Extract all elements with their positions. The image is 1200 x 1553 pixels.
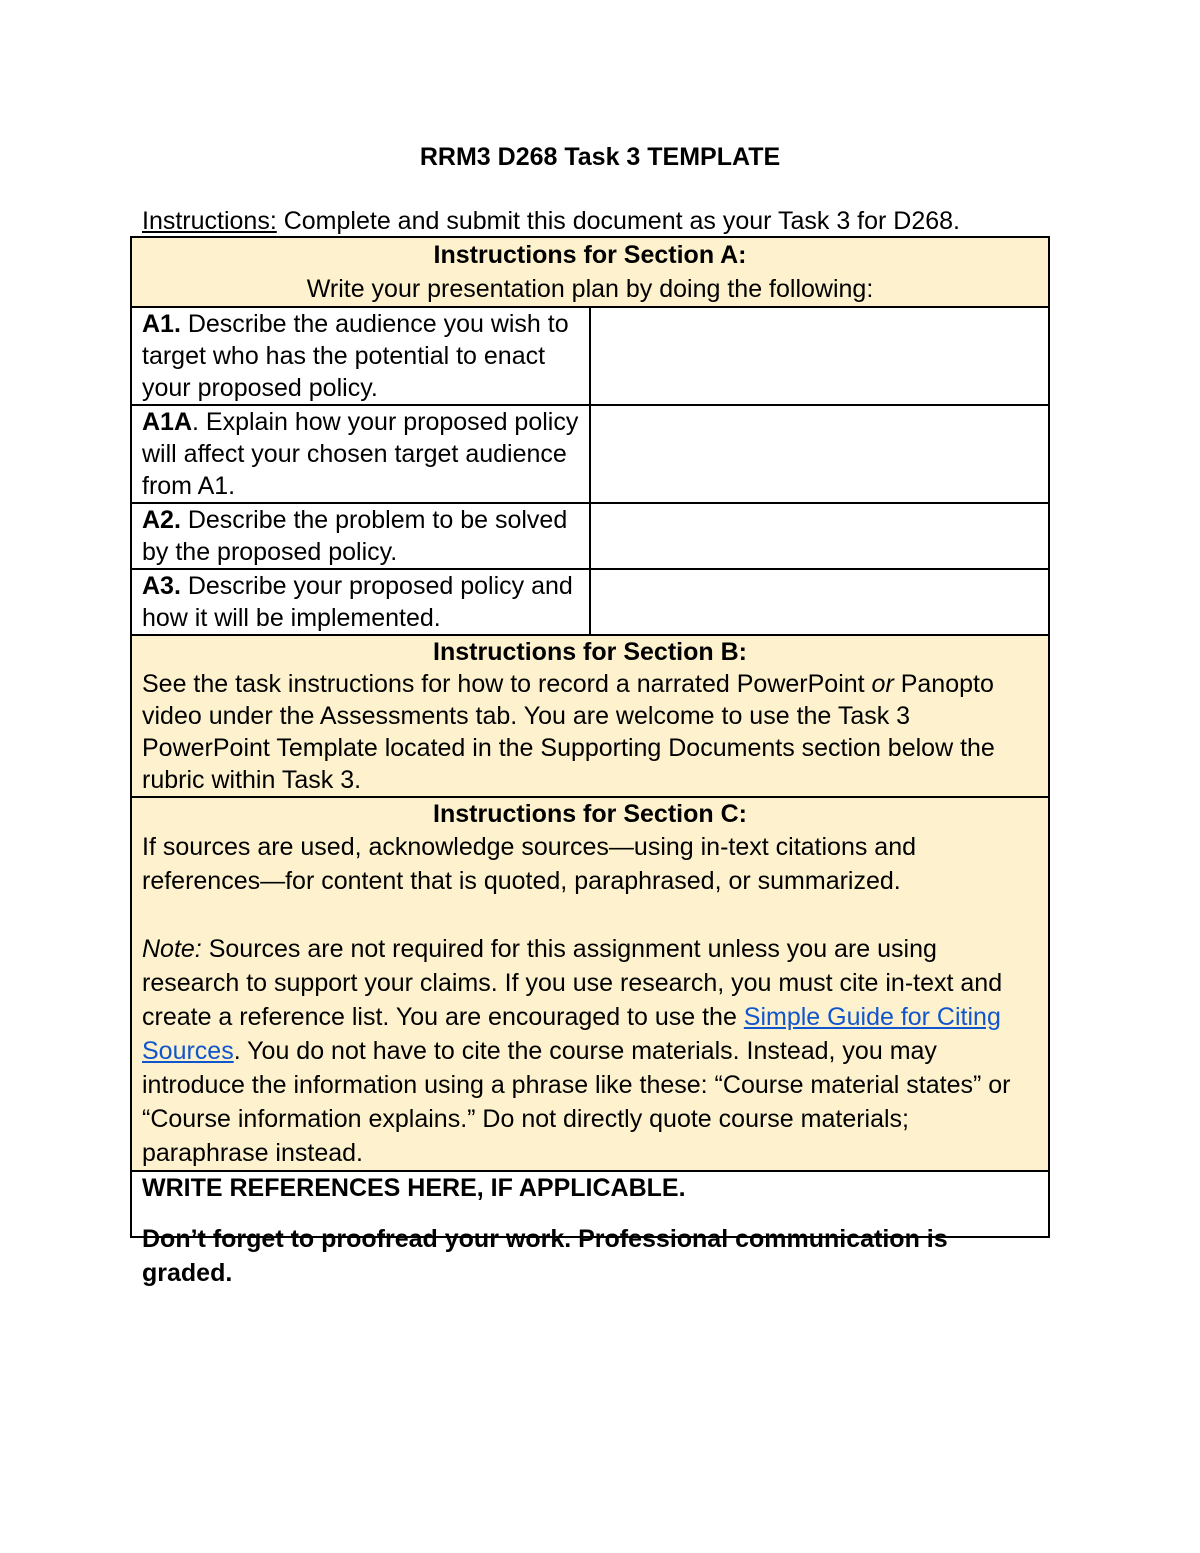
prompt-text: Describe the problem to be solved by the proposed policy. — [142, 506, 568, 566]
section-c-row — [131, 797, 1049, 1171]
section-b-or: or — [871, 670, 894, 698]
prompt-text: . Explain how your proposed policy will affect your chosen target audience from A1. — [142, 408, 579, 500]
simple-guide-link[interactable]: Simple Guide for Citing Sources — [142, 1003, 1001, 1065]
prompt-cell-a1 — [131, 307, 590, 405]
section-a-header-row — [131, 237, 1049, 307]
answer-cell-a1a[interactable] — [590, 405, 1049, 503]
prompt-cell-a3 — [131, 569, 590, 635]
section-c-cell — [131, 797, 1049, 1171]
section-c-header: Instructions for Section C: — [433, 800, 747, 828]
answer-cell-a2[interactable] — [590, 503, 1049, 569]
prompt-id: A1. — [142, 310, 181, 338]
prompt-id: A3. — [142, 572, 181, 600]
table-row — [131, 503, 1049, 569]
prompt-cell-a2 — [131, 503, 590, 569]
table-row — [131, 569, 1049, 635]
note-text: Sources are not required for this assignment unless you are using research to support your claims. If you use research, you must cite in-text and create a reference list. You are encouraged to use the — [142, 935, 1003, 1031]
answer-cell-a1[interactable] — [590, 307, 1049, 405]
prompt-id: A1A — [142, 408, 193, 436]
template-table — [130, 236, 1050, 1238]
intro-line — [142, 205, 960, 237]
answer-cell-a3[interactable] — [590, 569, 1049, 635]
references-label: WRITE REFERENCES HERE, IF APPLICABLE. — [142, 1174, 686, 1202]
intro-text: Complete and submit this document as your Task 3 for D268. — [276, 207, 960, 235]
document-title: RRM3 D268 Task 3 TEMPLATE — [419, 143, 781, 171]
section-c-paragraph: If sources are used, acknowledge sources—using in-text citations and references—for content that is quoted, paraphrased, or summarized. — [142, 833, 917, 895]
section-a-subheader: Write your presentation plan by doing the following: — [306, 275, 874, 303]
note-label: Note: — [142, 935, 202, 963]
section-b-header: Instructions for Section B: — [433, 638, 747, 666]
intro-label: Instructions: — [142, 207, 277, 235]
section-b-text-part: See the task instructions for how to record a narrated PowerPoint — [142, 670, 872, 698]
prompt-text: Describe your proposed policy and how it will be implemented. — [142, 572, 573, 632]
spacer — [142, 898, 1038, 932]
section-c-note — [142, 932, 1038, 1170]
section-a-header-cell — [131, 237, 1049, 307]
section-b-row — [131, 635, 1049, 797]
prompt-id: A2. — [142, 506, 181, 534]
section-a-header: Instructions for Section A: — [433, 241, 747, 269]
note-text: . You do not have to cite the course materials. Instead, you may introduce the information using a phrase like these: “Course material states” or “Course information explains.” Do not directly quote course materials; paraphrase instead. — [142, 1037, 1011, 1167]
table-row — [131, 307, 1049, 405]
section-b-text-part: Panopto video under the Assessments tab. You are welcome to use the Task 3 PowerPoint Template located in the Supporting Documents section below the rubric within Task 3. — [142, 670, 995, 794]
table-row — [131, 405, 1049, 503]
section-b-cell — [131, 635, 1049, 797]
prompt-text: Describe the audience you wish to target who has the potential to enact your proposed policy. — [142, 310, 569, 402]
proofread-reminder: Don’t forget to proofread your work. Professional communication is graded. — [142, 1225, 948, 1287]
section-b-text — [142, 668, 1038, 796]
prompt-cell-a1a — [131, 405, 590, 503]
